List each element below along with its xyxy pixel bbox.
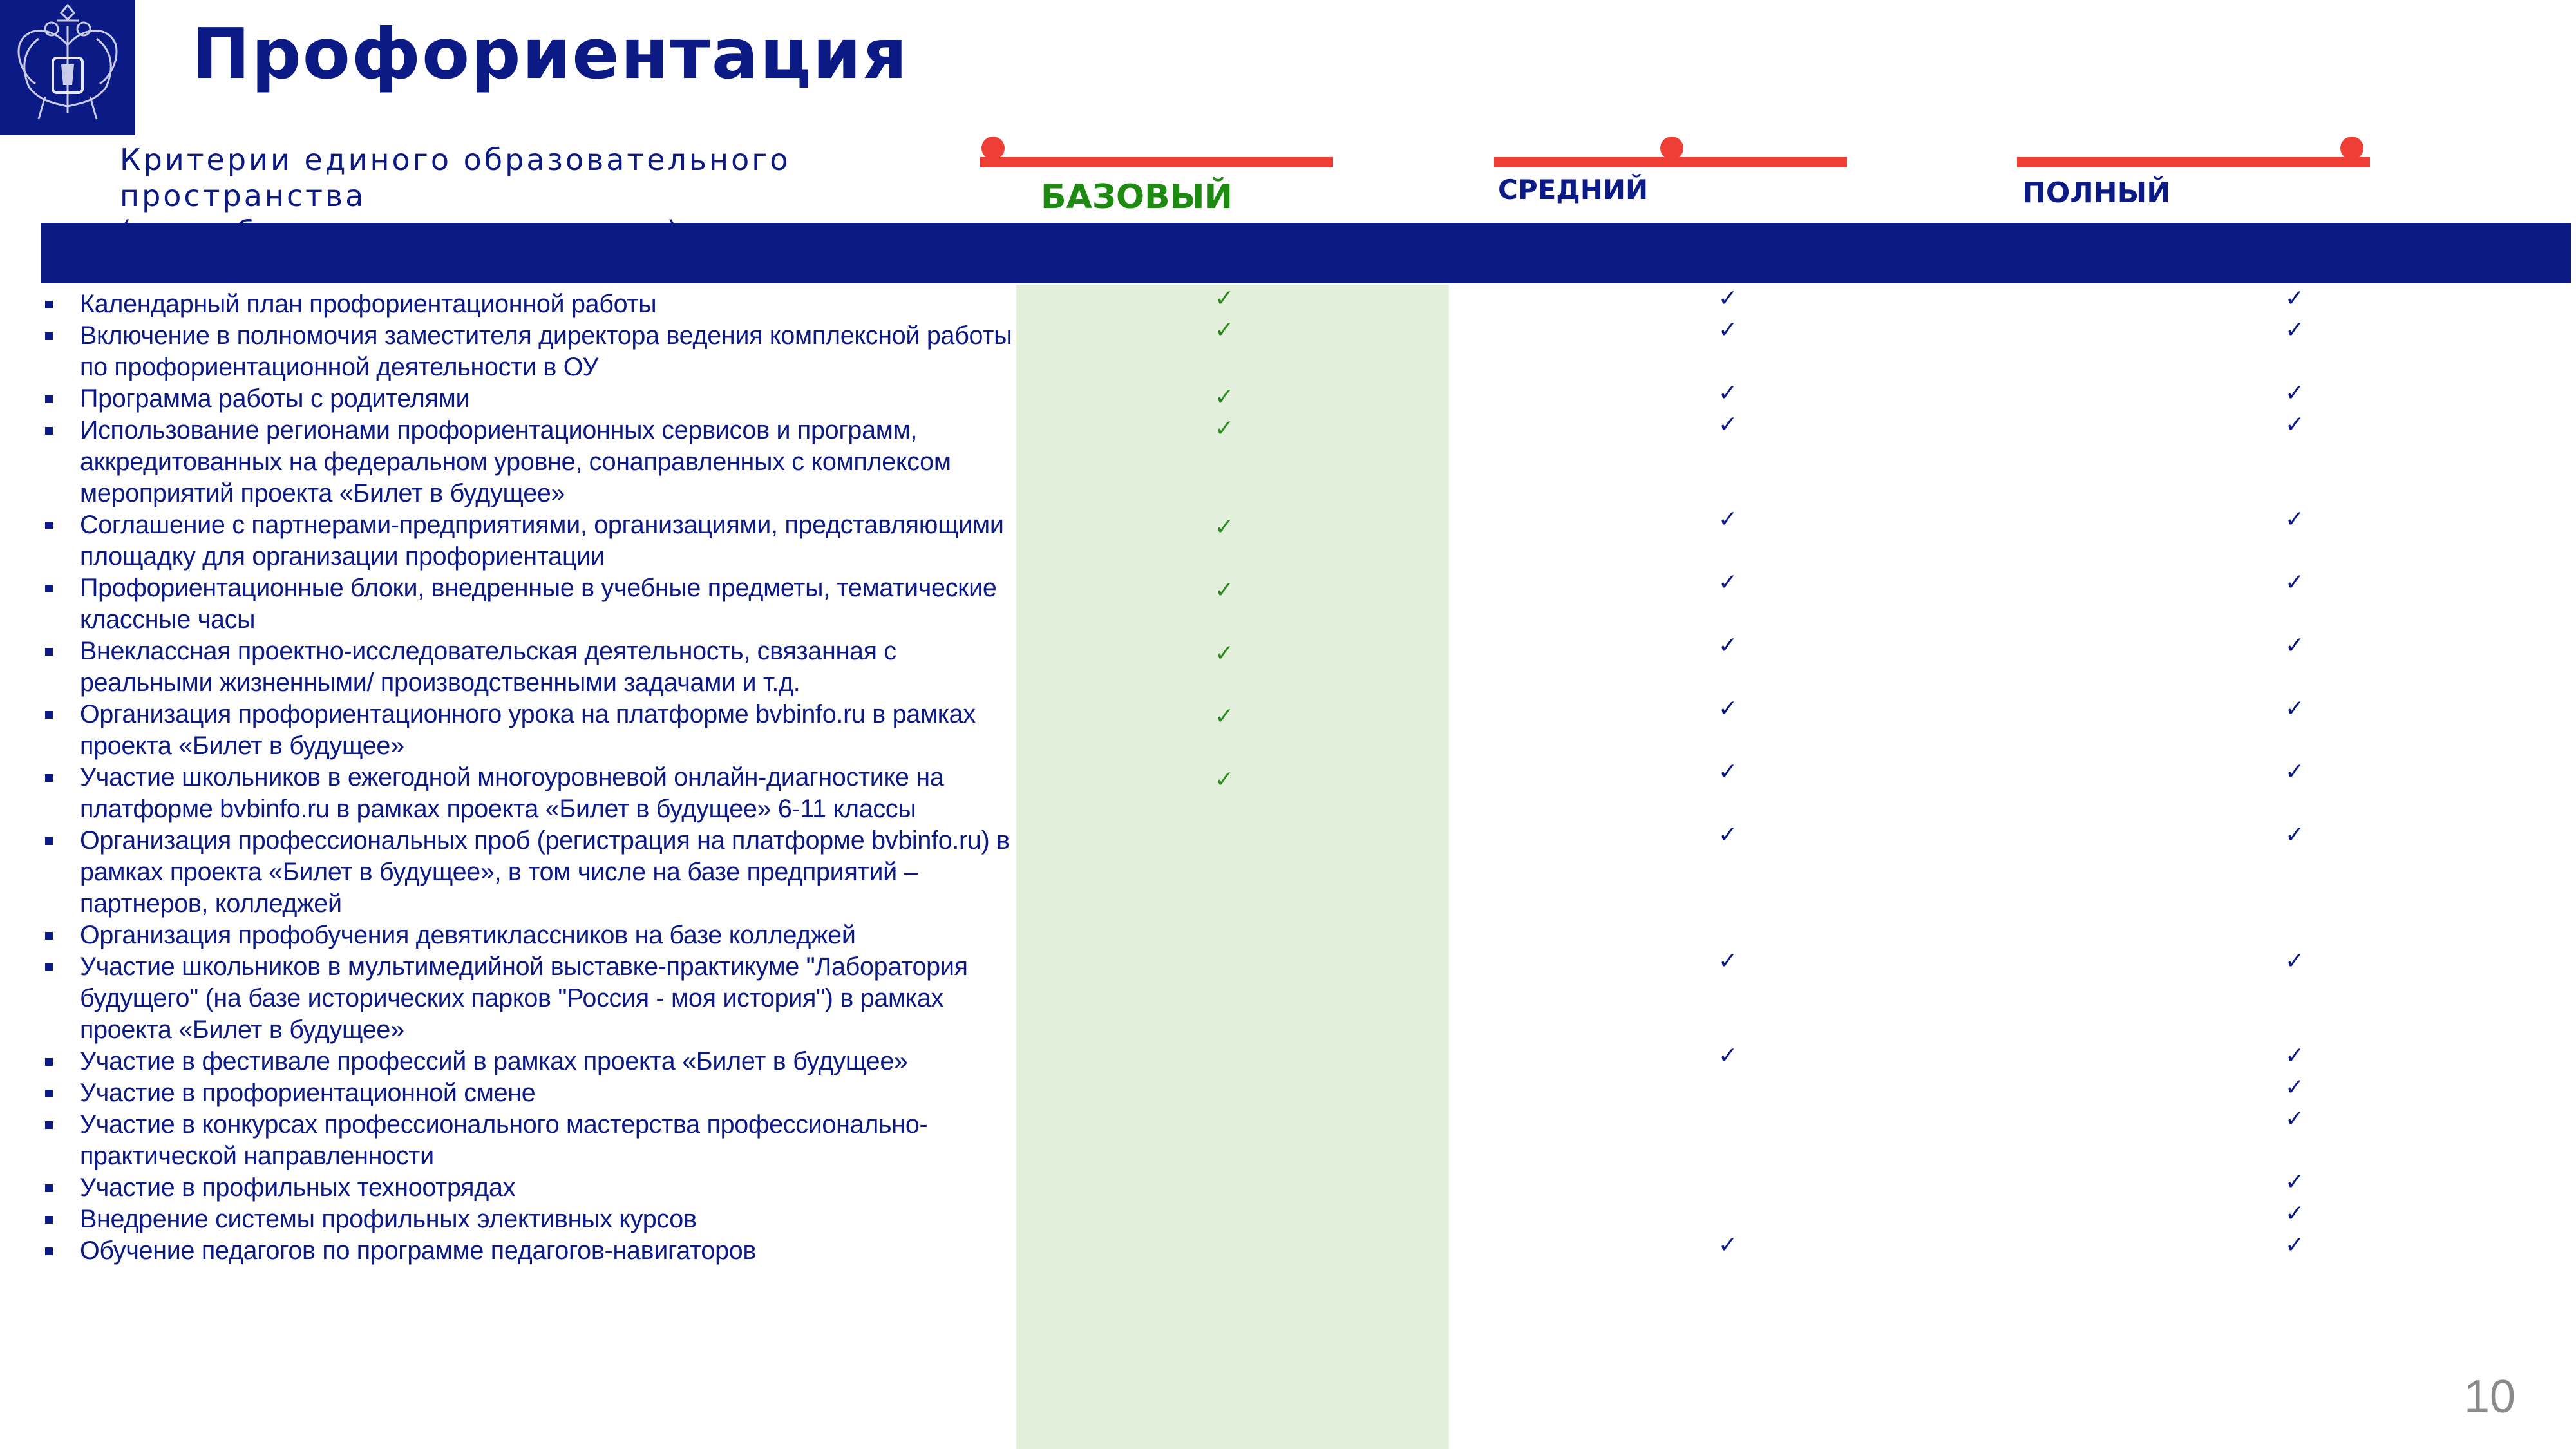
criteria-item <box>41 1109 1020 1172</box>
base-level-marker <box>981 137 1005 160</box>
checkmark-icon: ✓ <box>1718 412 1738 438</box>
criteria-item <box>41 825 1020 920</box>
checkmark-icon: ✓ <box>2285 759 2305 785</box>
bullet-icon <box>45 774 53 782</box>
criteria-text: Внеклассная проектно-исследовательская деятельность, связанная с реальными жизненными/ производственными задачами и т.д. <box>80 637 896 697</box>
checkmark-icon: ✓ <box>2285 317 2305 343</box>
page-title: Профориентация <box>192 14 909 95</box>
bullet-icon <box>45 1121 53 1129</box>
checkmark-icon: ✓ <box>1215 317 1235 343</box>
checkmark-icon: ✓ <box>2285 412 2305 438</box>
criteria-text: Использование регионами профориентационных сервисов и программ, аккредитованных на федеральном уровне, сонаправленных с комплексом мероприятий проекта «Билет в будущее» <box>80 416 951 507</box>
bullet-icon <box>45 1247 53 1255</box>
bullet-icon <box>45 1216 53 1224</box>
base-level-line <box>980 157 1333 167</box>
criteria-item <box>41 320 1020 383</box>
checkmark-icon: ✓ <box>2285 696 2305 722</box>
criteria-text: Участие в профильных техноотрядах <box>80 1173 516 1202</box>
checkmark-icon: ✓ <box>1718 317 1738 343</box>
bullet-icon <box>45 963 53 971</box>
criteria-item <box>41 1204 1020 1235</box>
checkmark-icon: ✓ <box>1215 640 1235 667</box>
bullet-icon <box>45 711 53 719</box>
checkmark-icon: ✓ <box>2285 632 2305 659</box>
criteria-text: Соглашение с партнерами-предприятиями, организациями, представляющими площадку для организации профориентации <box>80 511 1004 571</box>
checkmark-icon: ✓ <box>2285 1043 2305 1069</box>
checkmark-icon: ✓ <box>2285 1169 2305 1195</box>
bullet-icon <box>45 427 53 435</box>
bullet-icon <box>45 1184 53 1192</box>
criteria-text: Обучение педагогов по программе педагогов-навигаторов <box>80 1236 757 1265</box>
criteria-text: Организация профессиональных проб (регистрация на платформе bvbinfo.ru) в рамках проекта «Билет в будущее», в том числе на базе предприятий – партнеров, колледжей <box>80 826 1010 918</box>
checkmark-icon: ✓ <box>2285 1232 2305 1258</box>
checkmark-icon: ✓ <box>1215 285 1235 312</box>
criteria-item <box>41 920 1020 951</box>
checkmark-icon: ✓ <box>2285 1074 2305 1101</box>
criteria-text: Участие школьников в мультимедийной выставке-практикуме "Лаборатория будущего" (на базе исторических парков "Россия - моя история") в рамках проекта «Билет в будущее» <box>80 952 968 1044</box>
checkmark-icon: ✓ <box>2285 380 2305 406</box>
bullet-icon <box>45 395 53 403</box>
checkmark-icon: ✓ <box>2285 569 2305 596</box>
criteria-text: Профориентационные блоки, внедренные в учебные предметы, тематические классные часы <box>80 574 997 634</box>
bullet-icon <box>45 522 53 529</box>
bullet-icon <box>45 301 53 308</box>
criteria-item <box>41 762 1020 825</box>
criteria-text: Организация профобучения девятиклассников на базе колледжей <box>80 921 856 949</box>
subtitle-line-1: Критерии единого образовательного пространства <box>120 142 791 213</box>
checkmark-icon: ✓ <box>2285 285 2305 312</box>
checkmark-icon: ✓ <box>1718 569 1738 596</box>
criteria-item <box>41 509 1020 573</box>
checkmark-icon: ✓ <box>2285 822 2305 848</box>
level-full-label: ПОЛНЫЙ <box>2022 176 2171 209</box>
criteria-text: Календарный план профориентационной работы <box>80 290 657 318</box>
criteria-item <box>41 699 1020 762</box>
criteria-text: Участие в фестивале профессий в рамках проекта «Билет в будущее» <box>80 1047 908 1075</box>
criteria-item <box>41 636 1020 699</box>
checkmark-icon: ✓ <box>2285 506 2305 533</box>
criteria-item <box>41 951 1020 1046</box>
checkmark-icon: ✓ <box>1215 703 1235 730</box>
criteria-item <box>41 1077 1020 1109</box>
criteria-text: Программа работы с родителями <box>80 384 470 413</box>
criteria-list <box>41 289 1020 1267</box>
criteria-text: Организация профориентационного урока на платформе bvbinfo.ru в рамках проекта «Билет в будущее» <box>80 700 976 760</box>
checkmark-icon: ✓ <box>1718 948 1738 974</box>
checkmark-icon: ✓ <box>2285 948 2305 974</box>
bullet-icon <box>45 648 53 656</box>
level-base-label: БАЗОВЫЙ <box>1041 178 1233 216</box>
criteria-text: Участие в профориентационной смене <box>80 1079 536 1107</box>
coat-of-arms-logo <box>0 0 135 135</box>
checkmark-icon: ✓ <box>1718 506 1738 533</box>
header-band <box>41 223 2571 283</box>
checkmark-icon: ✓ <box>1718 1043 1738 1069</box>
checkmark-icon: ✓ <box>1718 696 1738 722</box>
bullet-icon <box>45 1090 53 1097</box>
checkmark-icon: ✓ <box>1215 415 1235 442</box>
page-number: 10 <box>2464 1371 2516 1423</box>
double-headed-eagle-icon <box>0 0 135 135</box>
criteria-item <box>41 415 1020 509</box>
bullet-icon <box>45 1058 53 1066</box>
mid-level-marker <box>1660 137 1683 160</box>
criteria-text: Включение в полномочия заместителя директора ведения комплексной работы по профориентационной деятельности в ОУ <box>80 321 1012 381</box>
criteria-item <box>41 1235 1020 1267</box>
full-level-line <box>2017 157 2370 167</box>
bullet-icon <box>45 332 53 340</box>
full-level-marker <box>2340 137 2363 160</box>
checkmark-icon: ✓ <box>1718 380 1738 406</box>
criteria-text: Участие школьников в ежегодной многоуровневой онлайн-диагностике на платформе bvbinfo.ru в рамках проекта «Билет в будущее» 6-11 классы <box>80 763 944 823</box>
checkmark-icon: ✓ <box>1215 514 1235 540</box>
checkmark-icon: ✓ <box>1718 759 1738 785</box>
criteria-text: Внедрение системы профильных элективных курсов <box>80 1205 697 1233</box>
criteria-text: Участие в конкурсах профессионального мастерства профессионально-практической направленности <box>80 1110 928 1170</box>
level-mid-label: СРЕДНИЙ <box>1498 174 1649 205</box>
checkmark-icon: ✓ <box>1215 577 1235 603</box>
checkmark-icon: ✓ <box>1215 766 1235 793</box>
checkmark-icon: ✓ <box>1215 384 1235 410</box>
bullet-icon <box>45 585 53 592</box>
base-level-column-highlight <box>1016 285 1449 1449</box>
criteria-item <box>41 289 1020 320</box>
checkmark-icon: ✓ <box>1718 1232 1738 1258</box>
checkmark-icon: ✓ <box>1718 632 1738 659</box>
checkmark-icon: ✓ <box>2285 1106 2305 1132</box>
criteria-item <box>41 1046 1020 1077</box>
checkmark-icon: ✓ <box>2285 1200 2305 1227</box>
bullet-icon <box>45 932 53 940</box>
criteria-item <box>41 383 1020 415</box>
criteria-item <box>41 573 1020 636</box>
checkmark-icon: ✓ <box>1718 285 1738 312</box>
checkmark-icon: ✓ <box>1718 822 1738 848</box>
criteria-item <box>41 1172 1020 1204</box>
bullet-icon <box>45 837 53 845</box>
